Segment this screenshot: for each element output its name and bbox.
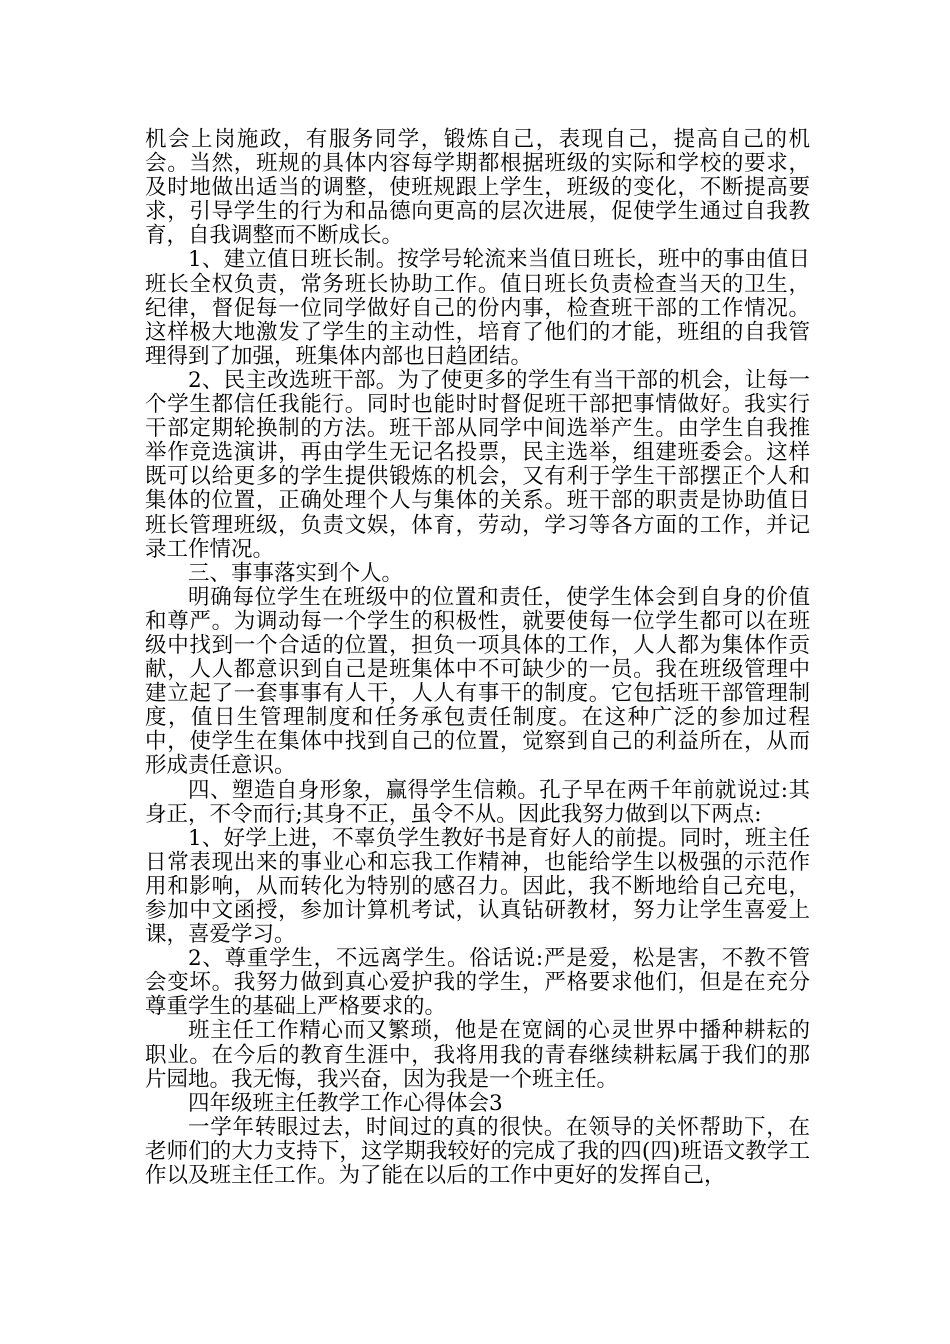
paragraph-2: 1、建立值日班长制。按学号轮流来当值日班长，班中的事由值日班长全权负责，常务班长协助工作。值日班长负责检查当天的卫生，纪律，督促每一位同学做好自己的份内事，检查班干部的工作情况。这样极大地激发了学生的主动性，培育了他们的才能，班组的自我管理得到了加强，班集体内部也日趋团结。 xyxy=(145,247,810,369)
paragraph-9: 班主任工作精心而又繁琐，他是在宽阔的心灵世界中播种耕耘的职业。在今后的教育生涯中，我将用我的青春继续耕耘属于我们的那片园地。我无悔，我兴奋，因为我是一个班主任。 xyxy=(145,1018,810,1092)
paragraph-3: 2、民主改选班干部。为了使更多的学生有当干部的机会，让每一个学生都信任我能行。同时也能时时督促班干部把事情做好。我实行干部定期轮换制的方法。班干部从同学中间选举产生。由学生自我推举作竞选演讲，再由学生无记名投票，民主选举，组建班委会。这样既可以给更多的学生提供锻炼的机会，又有利于学生干部摆正个人和集体的位置，正确处理个人与集体的关系。班干部的职责是协助值日班长管理班级，负责文娱，体育，劳动，学习等各方面的工作，并记录工作情况。 xyxy=(145,367,810,562)
paragraph-1: 机会上岗施政，有服务同学，锻炼自己，表现自己，提高自己的机会。当然，班规的具体内容每学期都根据班级的实际和学校的要求，及时地做出适当的调整，使班规跟上学生，班级的变化，不断提高要求，引导学生的行为和品德向更高的层次进展，促使学生通过自我教育，自我调整而不断成长。 xyxy=(145,127,810,249)
article-title: 四年级班主任教学工作心得体会3 xyxy=(188,1090,503,1116)
paragraph-11: 一学年转眼过去，时间过的真的很快。在领导的关怀帮助下，在老师们的大力支持下，这学期我较好的完成了我的四(四)班语文教学工作以及班主任工作。为了能在以后的工作中更好的发挥自己， xyxy=(145,1114,810,1189)
document-body xyxy=(145,128,810,1188)
section-heading-3: 三、事事落实到个人。 xyxy=(188,560,404,586)
section-heading-4: 四、塑造自身形象，赢得学生信赖。孔子早在两千年前就说过:其身正，不令而行;其身不正，虽令不从。因此我努力做到以下两点: xyxy=(145,777,810,827)
paragraph-7: 1、好学上进，不辜负学生教好书是育好人的前提。同时，班主任日常表现出来的事业心和忘我工作精神，也能给学生以极强的示范作用和影响，从而转化为特别的感召力。因此，我不断地给自己充电，参加中文函授，参加计算机考试，认真钻研教材，努力让学生喜爱上课，喜爱学习。 xyxy=(145,825,810,948)
paragraph-5: 明确每位学生在班级中的位置和责任，使学生体会到自身的价值和尊严。为调动每一个学生的积极性，就要使每一位学生都可以在班级中找到一个合适的位置，担负一项具体的工作，人人都为集体作贡献，人人都意识到自己是班集体中不可缺少的一员。我在班级管理中建立起了一套事事有人干，人人有事干的制度。它包括班干部管理制度，值日生管理制度和任务承包责任制度。在这种广泛的参加过程中，使学生在集体中找到自己的位置，觉察到自己的利益所在，从而形成责任意识。 xyxy=(145,584,810,779)
paragraph-8: 2、尊重学生，不远离学生。俗话说:严是爱，松是害，不教不管会变坏。我努力做到真心爱护我的学生，严格要求他们，但是在充分尊重学生的基础上严格要求的。 xyxy=(145,946,810,1020)
